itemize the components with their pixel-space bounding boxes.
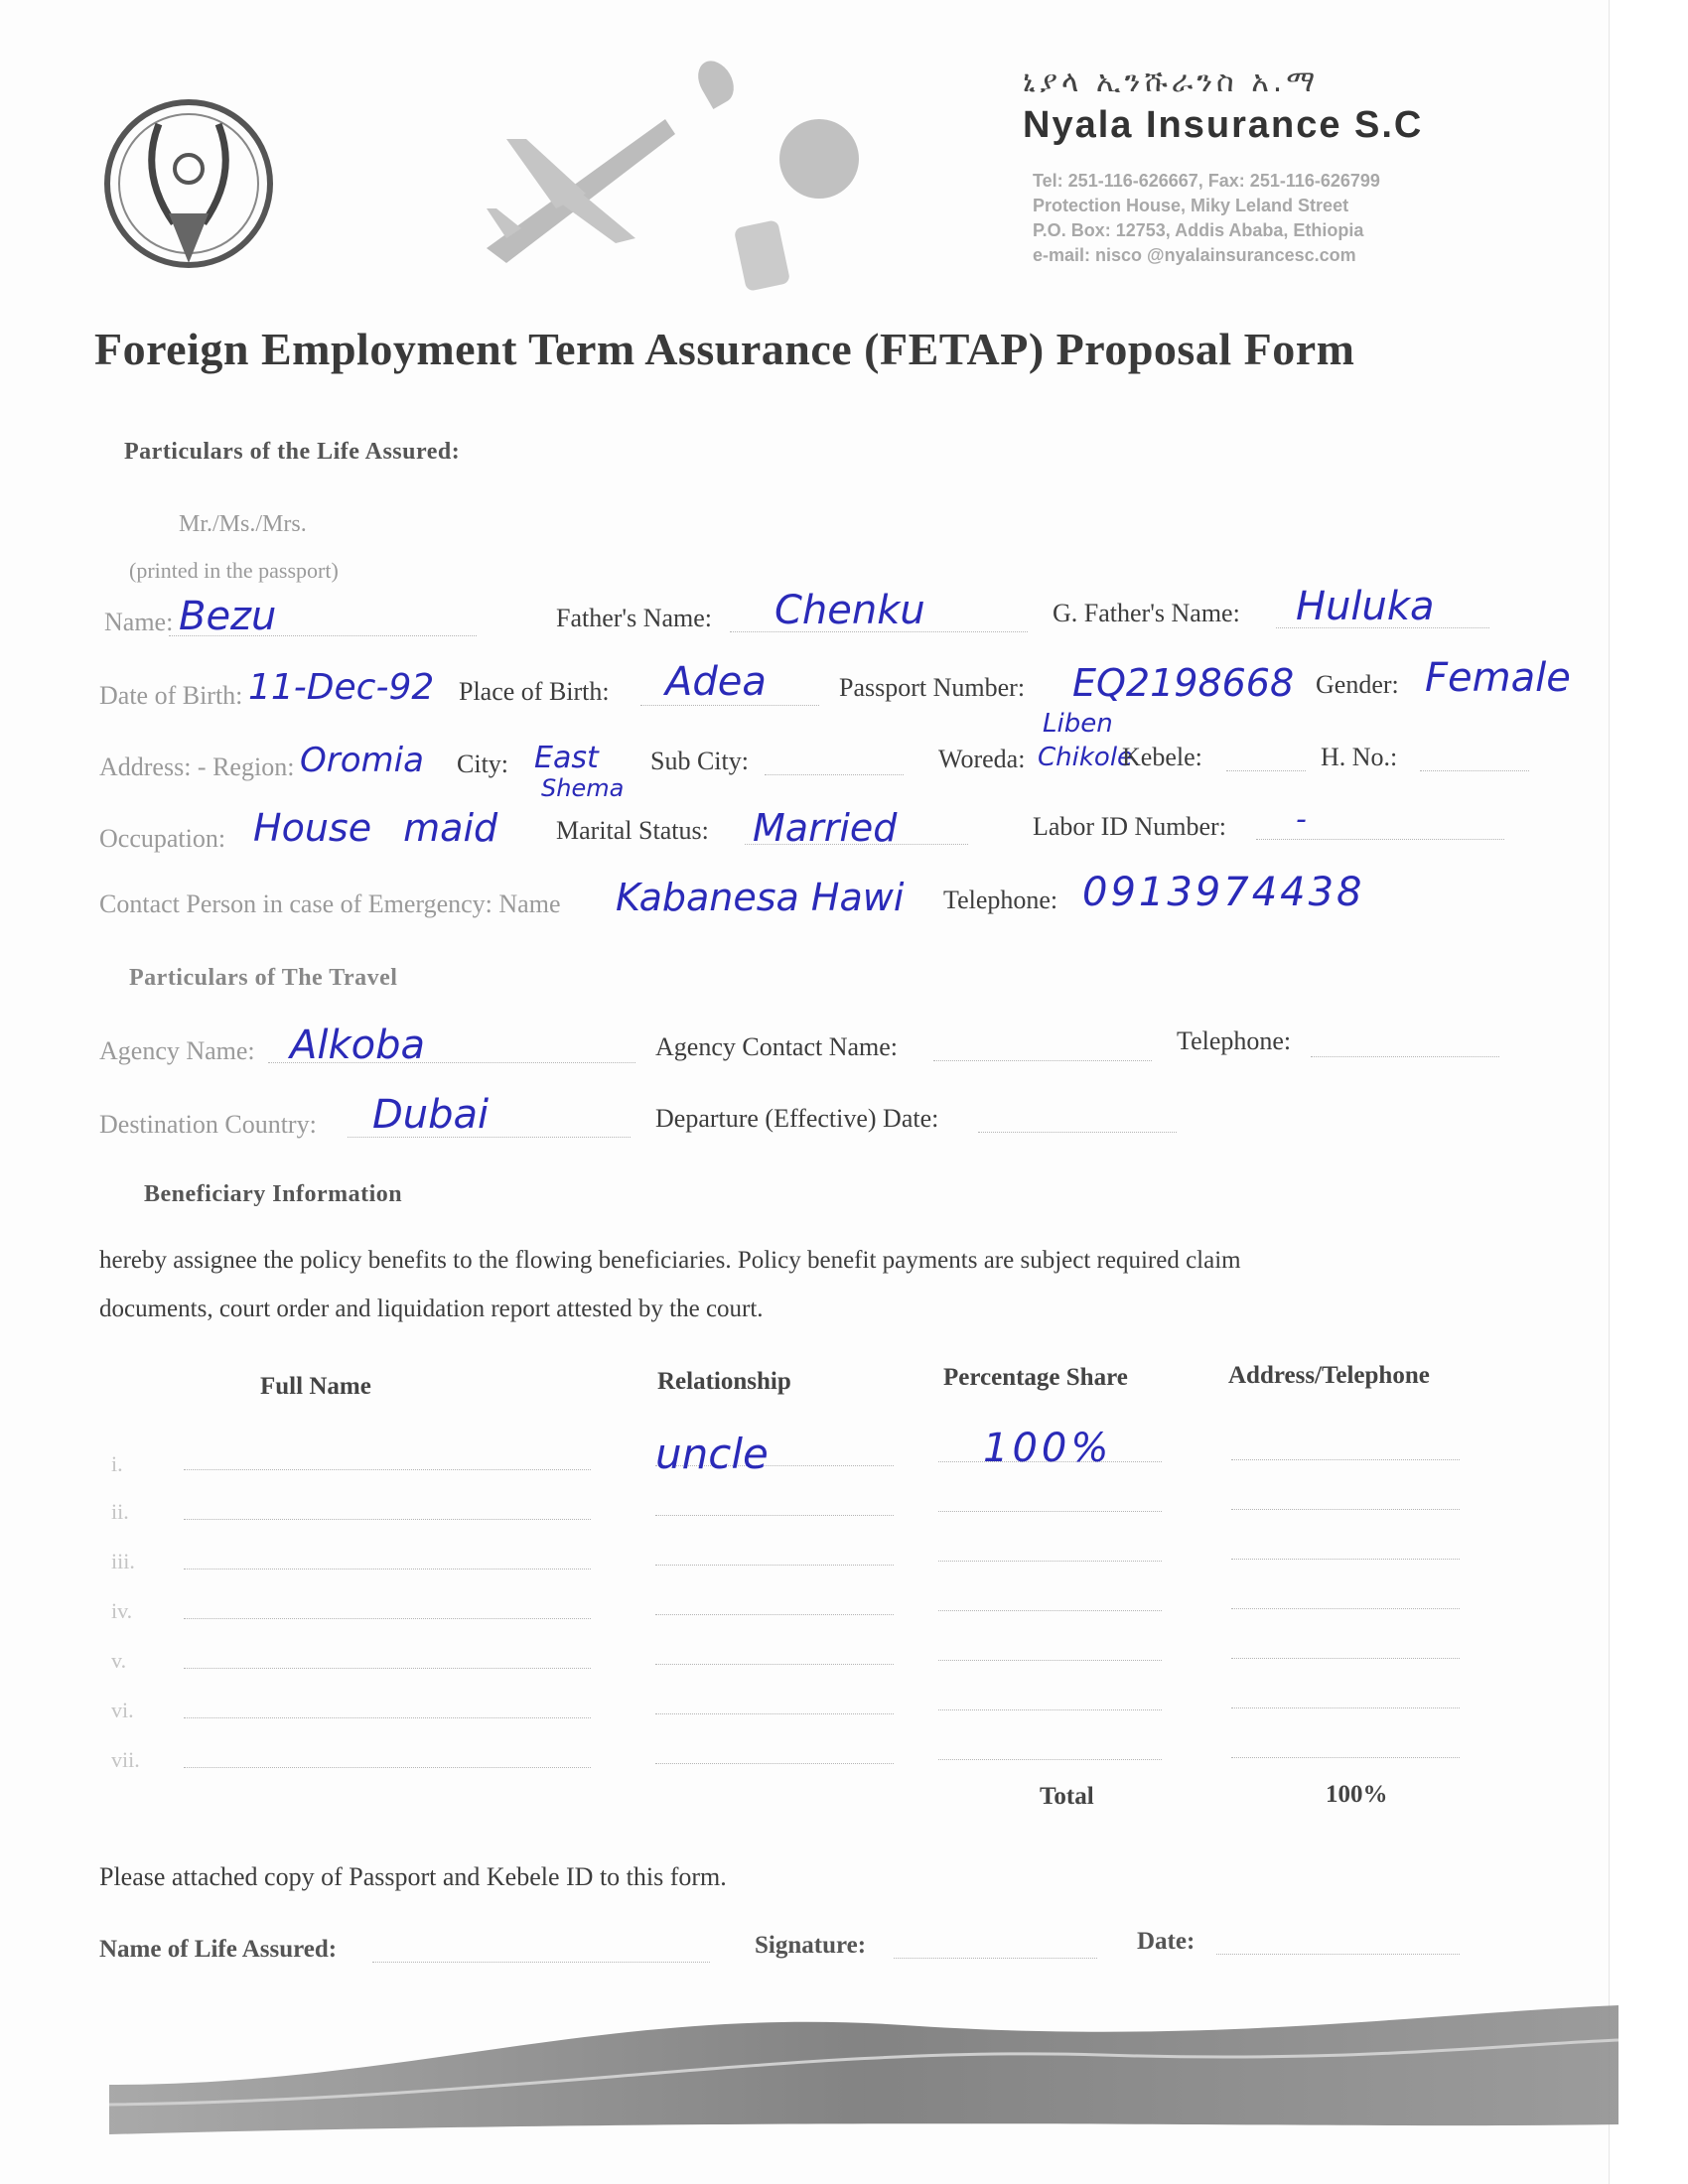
emergency-telephone-value[interactable]: 0913974438: [1082, 870, 1365, 915]
labor-id-value[interactable]: -: [1296, 802, 1307, 837]
departure-date-label: Departure (Effective) Date:: [655, 1104, 939, 1133]
city-value-line1[interactable]: East: [534, 741, 599, 775]
company-name: Nyala Insurance S.C: [1023, 104, 1424, 146]
passport-label: Passport Number:: [839, 673, 1026, 702]
row-number: i.: [111, 1451, 123, 1476]
gender-label: Gender:: [1316, 670, 1399, 699]
gfather-name-value[interactable]: Huluka: [1296, 584, 1435, 629]
agency-telephone-label: Telephone:: [1177, 1026, 1292, 1055]
occupation-value[interactable]: House maid: [253, 806, 498, 850]
row-number: vi.: [111, 1698, 134, 1722]
contact-phone: Tel: 251-116-626667, Fax: 251-116-626799: [1033, 171, 1380, 191]
region-value[interactable]: Oromia: [300, 741, 424, 780]
row-number: ii.: [111, 1499, 129, 1524]
beneficiary-relationship-value[interactable]: uncle: [655, 1430, 769, 1478]
beneficiary-share-value[interactable]: 100%: [983, 1426, 1113, 1471]
row-number: iv.: [111, 1598, 133, 1623]
emergency-contact-value[interactable]: Kabanesa Hawi: [616, 876, 905, 919]
column-percentage-share: Percentage Share: [943, 1364, 1128, 1391]
page-edge: [1609, 0, 1688, 2184]
house-number-label: H. No.:: [1321, 743, 1398, 771]
beneficiary-statement-line1: hereby assignee the policy benefits to the flowing beneficiaries. Policy benefit payments are subject required claim: [99, 1247, 1241, 1274]
row-number: iii.: [111, 1549, 135, 1573]
company-contact: [1033, 169, 1380, 268]
woreda-value-line2[interactable]: Chikole: [1038, 743, 1134, 772]
labor-id-label: Labor ID Number:: [1033, 812, 1226, 841]
date-label: Date:: [1137, 1928, 1196, 1955]
company-name-amharic: ኒያላ ኢንሹራንስ አ.ማ: [1023, 65, 1320, 99]
destination-country-label: Destination Country:: [99, 1110, 317, 1139]
beneficiary-statement-line2: documents, court order and liquidation report attested by the court.: [99, 1296, 764, 1322]
contact-address: Protection House, Miky Leland Street: [1033, 196, 1349, 215]
woreda-value-line1[interactable]: Liben: [1043, 709, 1113, 739]
dob-value[interactable]: 11-Dec-92: [248, 667, 435, 708]
father-name-label: Father's Name:: [556, 604, 713, 632]
printed-note: (printed in the passport): [129, 558, 339, 583]
destination-country-value[interactable]: Dubai: [372, 1092, 490, 1138]
footer-wave-band: [109, 1985, 1618, 2144]
passport-value[interactable]: EQ2198668: [1072, 661, 1295, 705]
total-label: Total: [1040, 1783, 1094, 1810]
life-assured-name-label: Name of Life Assured:: [99, 1936, 338, 1963]
gfather-name-label: G. Father's Name:: [1053, 599, 1240, 627]
section-beneficiary-heading: Beneficiary Information: [144, 1181, 403, 1207]
emergency-contact-label: Contact Person in case of Emergency: Name: [99, 889, 561, 918]
signature-label: Signature:: [755, 1932, 867, 1959]
column-full-name: Full Name: [260, 1373, 371, 1400]
agency-contact-name-label: Agency Contact Name:: [655, 1032, 899, 1061]
row-number: vii.: [111, 1747, 140, 1772]
woreda-label: Woreda:: [938, 745, 1026, 773]
pob-value[interactable]: Adea: [665, 659, 767, 705]
name-value[interactable]: Bezu: [179, 594, 277, 639]
row-number: v.: [111, 1648, 127, 1673]
name-label: Name:: [104, 608, 174, 636]
total-value: 100%: [1326, 1781, 1388, 1808]
airplane-watermark: [467, 99, 685, 278]
agency-name-value[interactable]: Alkoba: [290, 1023, 426, 1068]
bag-watermark: [734, 219, 791, 292]
city-value-line2[interactable]: Shema: [541, 774, 625, 802]
dob-label: Date of Birth:: [99, 681, 243, 710]
marital-status-value[interactable]: Married: [753, 806, 898, 850]
section-life-assured-heading: Particulars of the Life Assured:: [124, 439, 461, 465]
father-name-value[interactable]: Chenku: [774, 588, 925, 633]
title-prefix: Mr./Ms./Mrs.: [179, 511, 307, 537]
emergency-telephone-label: Telephone:: [943, 886, 1058, 914]
section-travel-heading: Particulars of The Travel: [129, 965, 398, 991]
subcity-label: Sub City:: [650, 747, 749, 775]
contact-pobox: P.O. Box: 12753, Addis Ababa, Ethiopia: [1033, 220, 1364, 240]
occupation-label: Occupation:: [99, 824, 226, 853]
form-title: Foreign Employment Term Assurance (FETAP) Proposal Form: [94, 324, 1355, 374]
gender-value[interactable]: Female: [1425, 655, 1571, 701]
globe-watermark: [779, 119, 859, 199]
agency-name-label: Agency Name:: [99, 1036, 255, 1065]
marital-status-label: Marital Status:: [556, 816, 709, 845]
column-relationship: Relationship: [657, 1368, 791, 1395]
contact-email: e-mail: nisco @nyalainsurancesc.com: [1033, 245, 1356, 265]
column-address-telephone: Address/Telephone: [1228, 1362, 1430, 1389]
city-label: City:: [457, 750, 509, 778]
pin-watermark: [691, 55, 741, 109]
nyala-logo: [99, 84, 278, 293]
kebele-label: Kebele:: [1122, 743, 1202, 771]
pob-label: Place of Birth:: [459, 677, 610, 706]
attach-note: Please attached copy of Passport and Kebele ID to this form.: [99, 1862, 727, 1891]
address-region-label: Address: - Region:: [99, 752, 295, 781]
